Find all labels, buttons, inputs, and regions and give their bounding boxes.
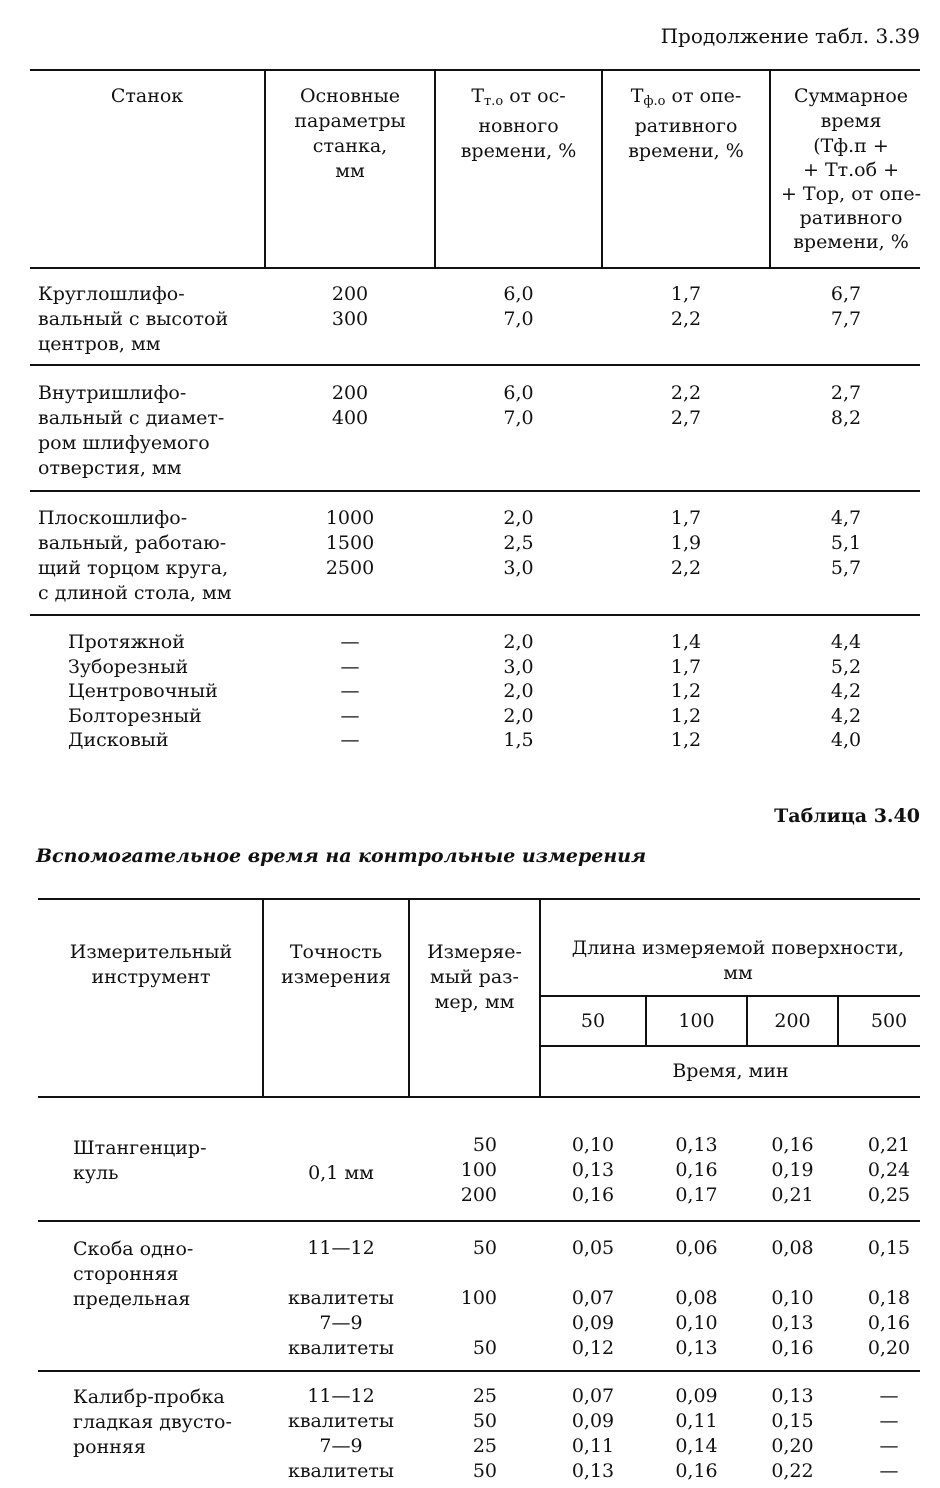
continuation-caption: Продолжение табл. 3.39 [660, 24, 920, 48]
bottom-row-2-accuracy: 11—12 квалитеты 7—9 квалитеты [287, 1237, 395, 1359]
table-number: Таблица 3.40 [774, 805, 920, 827]
header-sum-title: Суммарное время [793, 85, 909, 132]
header-t-to-subscript: т.о [484, 94, 504, 109]
header-t-fo-text: от опе- ративного времени, % [628, 85, 744, 162]
header-t-fo-subscript: ф.о [643, 94, 666, 109]
bottom-group-rule-2 [38, 1370, 920, 1372]
top-row-3-machine: Плоскошлифо- вальный, работаю- щий торцом круга, с длиной стола, мм [38, 507, 232, 604]
header-t-fo-symbol: T [630, 85, 644, 107]
top-row-2-sum: 2,7 8,2 [830, 382, 862, 429]
header-size: Измеряе- мый раз- мер, мм [427, 941, 522, 1013]
top-row-1-t-to: 6,0 7,0 [503, 283, 534, 330]
header-params: Основные параметры станка, мм [294, 85, 406, 182]
bottom-row-3-v50: 0,07 0,09 0,11 0,13 [571, 1385, 615, 1482]
top-table-top-rule [30, 69, 920, 71]
header-t-to [436, 84, 601, 164]
bottom-row-2-v100: 0,06 0,08 0,10 0,13 [675, 1237, 718, 1359]
bottom-row-3-v500: — — — — [879, 1385, 899, 1482]
header-instrument: Измерительный инструмент [69, 941, 233, 988]
top-row-1-t-fo: 1,7 2,2 [670, 283, 702, 330]
header-length-100: 100 [678, 1010, 715, 1032]
bottom-col-divider-1 [262, 898, 264, 1096]
header-length-200: 200 [774, 1010, 811, 1032]
bottom-row-1-instrument: Штангенцир- куль [73, 1137, 207, 1184]
header-t-to-symbol: T [471, 85, 484, 107]
top-row-3-params: 1000 1500 2500 [325, 507, 375, 579]
time-subheader-rule [541, 1045, 920, 1047]
top-row-2-machine: Внутришлифо- вальный с диамет- ром шлифуемого отверстия, мм [38, 382, 225, 479]
bottom-table-top-rule [38, 898, 920, 900]
bottom-row-3-instrument: Калибр-пробка гладкая двусто- ронняя [73, 1386, 232, 1458]
bottom-row-2-instrument: Скоба одно- сторонняя предельная [73, 1238, 194, 1310]
top-group-rule-3 [30, 614, 920, 616]
header-accuracy: Точность измерения [281, 941, 391, 988]
table-title: Вспомогательное время на контрольные измерения [36, 845, 647, 867]
header-sum-formula: (Tф.п + + Tт.об + + Tор, от опе- ративного времени, % [780, 135, 922, 253]
bottom-row-1-accuracy: 0,1 мм [308, 1162, 374, 1184]
header-time: Время, мин [672, 1060, 789, 1082]
bottom-row-1-size-values: 50 100 200 [460, 1134, 497, 1206]
bottom-row-3-v200: 0,13 0,15 0,20 0,22 [771, 1385, 814, 1482]
bottom-row-3-accuracy: 11—12 квалитеты 7—9 квалитеты [287, 1385, 395, 1482]
top-row-3-t-to: 2,0 2,5 3,0 [503, 507, 534, 579]
top-row-2-params: 200 400 [331, 382, 369, 429]
top-row-4-sum: 4,4 5,2 4,2 4,2 4,0 [830, 631, 862, 751]
header-machine: Станок [110, 85, 184, 107]
top-row-2-t-fo: 2,2 2,7 [670, 382, 702, 429]
top-row-1-machine: Круглошлифо- вальный с высотой центров, мм [38, 283, 229, 355]
length-subheader-rule [541, 995, 920, 997]
top-row-3-t-fo: 1,7 1,9 2,2 [670, 507, 702, 579]
bottom-row-1-v200: 0,16 0,19 0,21 [771, 1134, 814, 1206]
top-row-4-machine: Протяжной Зуборезный Центровочный Болторезный Дисковый [68, 631, 218, 751]
bottom-row-2-v200: 0,08 0,10 0,13 0,16 [771, 1237, 814, 1359]
header-t-to-text: от ос- новного времени, % [460, 85, 577, 162]
header-t-fo [603, 84, 769, 164]
bottom-row-3-size-values: 25 50 25 50 [472, 1385, 497, 1482]
top-row-4-params: — — — — — [340, 631, 360, 751]
bottom-row-1-v50: 0,10 0,13 0,16 [571, 1134, 615, 1206]
bottom-row-1-v500: 0,21 0,24 0,25 [867, 1134, 911, 1206]
header-length-50: 50 [580, 1010, 606, 1032]
top-group-rule-2 [30, 490, 920, 492]
top-row-2-t-to: 6,0 7,0 [503, 382, 534, 429]
bottom-row-2-v500: 0,15 0,18 0,16 0,20 [867, 1237, 911, 1359]
header-length-500: 500 [870, 1010, 908, 1032]
bottom-row-1-v100: 0,13 0,16 0,17 [675, 1134, 718, 1206]
top-row-1-params: 200 300 [331, 283, 369, 330]
bottom-row-2-v50: 0,05 0,07 0,09 0,12 [571, 1237, 615, 1359]
bottom-header-bottom-rule [38, 1096, 920, 1098]
top-group-rule-1 [30, 364, 920, 366]
top-row-1-sum: 6,7 7,7 [830, 283, 862, 330]
bottom-row-3-v100: 0,09 0,11 0,14 0,16 [675, 1385, 718, 1482]
bottom-row-2-size-values: 50 100 50 [460, 1237, 497, 1359]
header-length: Длина измеряемой поверхности, мм [571, 937, 905, 984]
top-row-3-sum: 4,7 5,1 5,7 [830, 507, 862, 579]
bottom-group-rule-1 [38, 1220, 920, 1222]
top-header-bottom-rule [30, 267, 920, 269]
top-row-4-t-to: 2,0 3,0 2,0 2,0 1,5 [503, 631, 534, 751]
top-row-4-t-fo: 1,4 1,7 1,2 1,2 1,2 [670, 631, 702, 751]
